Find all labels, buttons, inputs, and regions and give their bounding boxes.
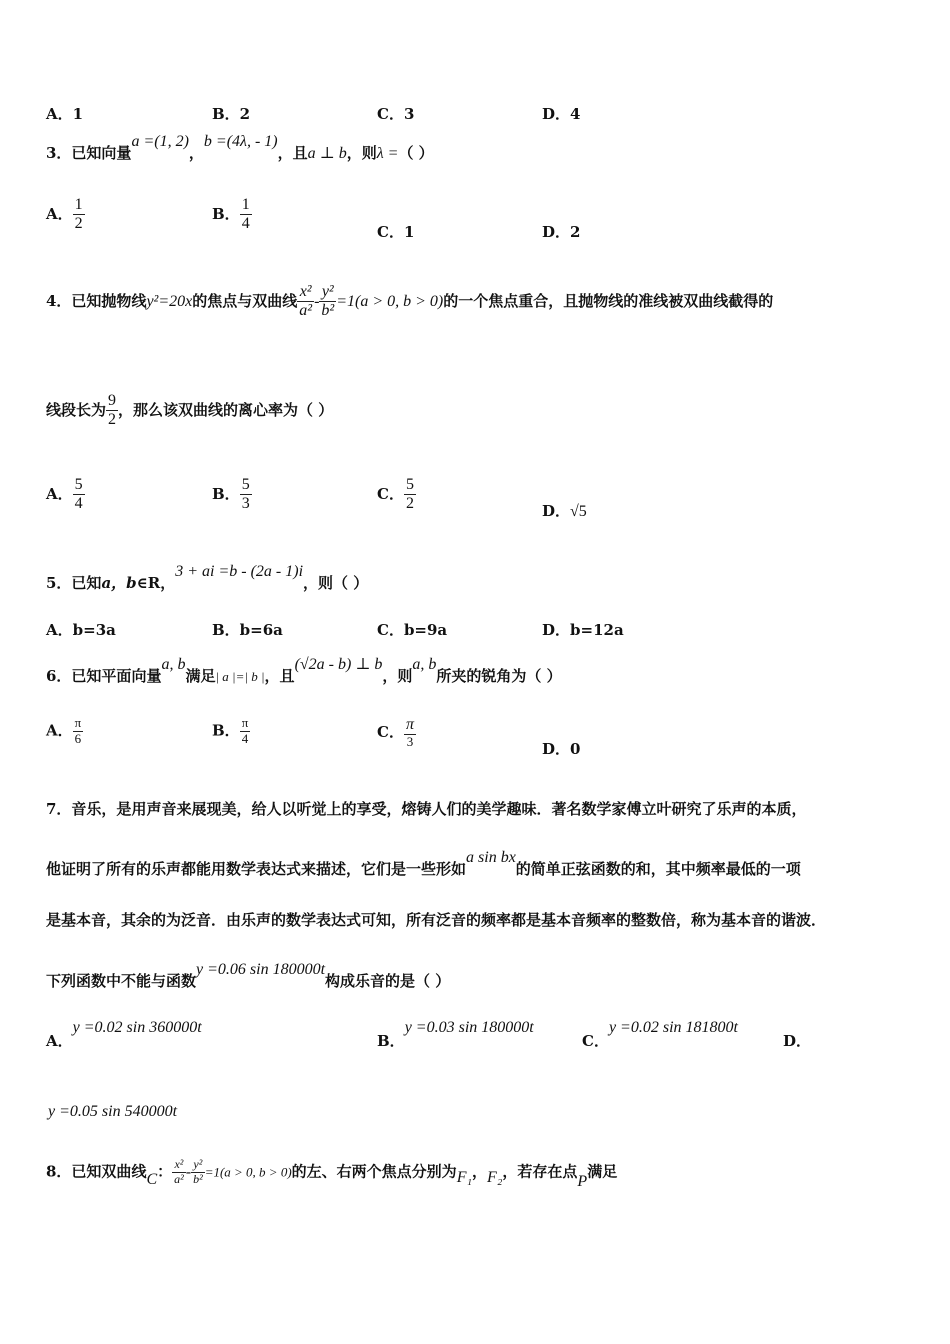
q6-prefix: 6．已知平面向量 <box>46 667 162 685</box>
q6-option-c-fraction <box>404 716 416 750</box>
q5-prefix: 5．已知 <box>46 574 102 592</box>
q7-option-b-label: B． <box>377 1032 405 1050</box>
q5-in-r: ∈R， <box>136 574 176 592</box>
q4-option-d-label: D． <box>542 502 571 520</box>
q5-tail: ，则（ ） <box>303 574 369 592</box>
numerator: 5 <box>73 476 85 495</box>
q4-option-a <box>46 476 85 514</box>
denominator: b² <box>321 302 335 320</box>
numerator: y² <box>191 1158 205 1173</box>
q6-option-b-label: B． <box>212 721 240 740</box>
q4-prefix: 4．已知抛物线 <box>46 291 147 310</box>
q3-paren: （ ） <box>398 144 434 162</box>
q5-option-d: D．b=12a <box>542 621 624 639</box>
q6-condition-2: (√2a - b) ⊥ b <box>294 656 383 673</box>
q6-option-a-fraction <box>73 716 84 747</box>
q4-line2-prefix: 线段长为 <box>46 400 107 419</box>
q3-option-c: C．1 <box>377 223 415 241</box>
q8-focus-f2: F₂ <box>487 1169 503 1187</box>
q3-perpendicular: a ⊥ b <box>307 145 347 162</box>
q3-option-a-fraction <box>73 196 85 234</box>
numerator: 5 <box>240 476 252 495</box>
denominator: 4 <box>241 730 249 746</box>
q8-colon: ： <box>157 1162 173 1181</box>
denominator: 4 <box>74 495 83 513</box>
q8-tail: 满足 <box>587 1162 618 1181</box>
q4-hyperbola-y-term <box>319 283 336 321</box>
numerator: x² <box>297 283 314 302</box>
q7-option-c-label: C． <box>582 1032 609 1050</box>
q6-vectors: a, b <box>161 656 186 673</box>
q7-option-d-function: y =0.05 sin 540000t <box>48 1103 178 1120</box>
q4-option-b-label: B． <box>212 484 240 503</box>
q3-option-b-fraction <box>240 196 252 234</box>
q5-equation: 3 + ai =b - (2a - 1)i <box>175 563 304 580</box>
q4-option-b-fraction <box>240 476 252 514</box>
denominator: a² <box>299 302 313 320</box>
q6-option-d: D．0 <box>542 740 581 758</box>
q7-option-b-expr: y =0.03 sin 180000t <box>404 1019 534 1036</box>
numerator: 1 <box>240 196 252 215</box>
q2-option-c: C．3 <box>377 105 415 123</box>
q4-mid: 的焦点与双曲线 <box>192 291 298 310</box>
denominator: 4 <box>241 215 250 233</box>
numerator: π <box>404 716 416 735</box>
q7-option-d-label: D． <box>783 1032 812 1050</box>
q6-vectors-2: a, b <box>412 656 437 673</box>
q2-option-d: D．4 <box>542 105 581 123</box>
question-7-line-1: 7．音乐，是用声音来展现美，给人以听觉上的享受，熔铸人们的美学趣味．著名数学家傅立叶研究了乐声的本质， <box>46 800 807 818</box>
question-7-line-3: 是基本音，其余的为泛音．由乐声的数学表达式可知，所有泛音的频率都是基本音频率的整数倍，称为基本音的谐波． <box>46 911 827 929</box>
q7-option-d-expr <box>48 1102 177 1121</box>
q7-option-a <box>46 1016 202 1050</box>
q4-option-c-label: C． <box>377 484 404 503</box>
denominator: 2 <box>108 411 117 429</box>
q5-option-c: C．b=9a <box>377 621 448 639</box>
q3-then: ，则 <box>346 144 377 162</box>
question-7-line-4 <box>46 961 451 991</box>
q8-focus-f1: F₁ <box>456 1169 473 1187</box>
q8-point-p: P <box>577 1173 588 1191</box>
q6-option-b-fraction <box>240 716 251 747</box>
q6-option-b <box>212 716 250 747</box>
numerator: 9 <box>106 392 118 411</box>
q7-option-a-label: A． <box>46 1032 73 1050</box>
q5-vars: a，b <box>101 574 137 592</box>
numerator: x² <box>172 1158 186 1173</box>
question-4-line-1 <box>46 283 773 321</box>
q7-base-function: y =0.06 sin 180000t <box>196 961 326 978</box>
q8-mid2: ，若存在点 <box>502 1162 578 1181</box>
q4-option-a-label: A． <box>46 484 73 503</box>
question-5 <box>46 563 369 593</box>
q6-then: ，则 <box>382 667 413 685</box>
q4-option-d-sqrt: √5 <box>570 503 587 520</box>
denominator: 3 <box>406 734 414 750</box>
q8-comma: ， <box>472 1162 488 1181</box>
q3-mid: ，且 <box>277 144 308 162</box>
q6-option-a-label: A． <box>46 721 73 740</box>
q3-option-b-label: B． <box>212 204 240 223</box>
question-3 <box>46 133 434 163</box>
q4-tail: 的一个焦点重合，且抛物线的准线被双曲线截得的 <box>443 291 774 310</box>
q7-option-a-expr: y =0.02 sin 360000t <box>72 1019 202 1036</box>
q7-option-c-expr: y =0.02 sin 181800t <box>608 1019 738 1036</box>
q3-vector-a: a =(1, 2) <box>131 133 189 150</box>
q4-option-a-fraction <box>73 476 85 514</box>
q7-line2-prefix: 他证明了所有的乐声都能用数学表达式来描述，它们是一些形如 <box>46 860 467 878</box>
q3-option-a <box>46 196 85 234</box>
q8-curve-c: C <box>146 1171 158 1189</box>
q6-condition-1: | a |=| b | <box>215 669 265 684</box>
q3-option-a-label: A． <box>46 204 73 223</box>
q7-line2-tail: 的简单正弦函数的和，其中频率最低的一项 <box>515 860 801 878</box>
q2-option-a: A．1 <box>46 105 84 123</box>
q4-line2-tail: ，那么该双曲线的离心率为（ ） <box>118 400 334 419</box>
question-6 <box>46 656 562 686</box>
q4-option-c-fraction <box>404 476 416 514</box>
q7-option-b <box>377 1016 534 1050</box>
denominator: 6 <box>74 730 82 746</box>
question-7-line-2 <box>46 849 801 879</box>
q6-option-c-label: C． <box>377 723 404 742</box>
q3-lambda: λ = <box>376 145 399 162</box>
q8-y-term <box>191 1158 205 1187</box>
q2-option-b: B．2 <box>212 105 251 123</box>
q6-tail: 所夹的锐角为（ ） <box>436 667 562 685</box>
q5-option-b: B．b=6a <box>212 621 283 639</box>
q7-line4-tail: 构成乐音的是（ ） <box>325 972 451 990</box>
q4-minus: - <box>314 292 320 310</box>
q8-x-term <box>172 1158 186 1187</box>
q6-option-c <box>377 716 416 750</box>
q6-option-a <box>46 716 83 747</box>
denominator: a² <box>174 1171 184 1186</box>
q4-hyperbola-x-term <box>297 283 314 321</box>
q8-mid: 的左、右两个焦点分别为 <box>291 1162 457 1181</box>
q8-minus: - <box>185 1163 192 1181</box>
q8-prefix: 8．已知双曲线 <box>46 1162 147 1181</box>
q4-parabola: y²=20x <box>146 292 193 310</box>
q3-option-d: D．2 <box>542 223 581 241</box>
q4-condition: =1(a > 0, b > 0) <box>336 292 444 310</box>
q7-option-c <box>582 1016 738 1050</box>
question-8 <box>46 1157 618 1191</box>
q4-option-b <box>212 476 252 514</box>
q3-option-b <box>212 196 252 234</box>
denominator: 3 <box>241 495 250 513</box>
numerator: 1 <box>73 196 85 215</box>
denominator: 2 <box>74 215 83 233</box>
q3-comma: ， <box>188 144 204 162</box>
numerator: π <box>241 715 249 730</box>
q6-mid: ，且 <box>264 667 295 685</box>
q4-option-c <box>377 476 416 514</box>
numerator: π <box>74 715 82 730</box>
question-4-line-2 <box>46 392 333 430</box>
q7-sine-form: a sin bx <box>466 849 516 866</box>
q4-segment-length <box>106 392 118 430</box>
q7-line4-prefix: 下列函数中不能与函数 <box>46 972 197 990</box>
denominator: b² <box>193 1171 203 1186</box>
q3-prefix: 3．已知向量 <box>46 144 132 162</box>
q3-vector-b: b =(4λ, - 1) <box>203 133 278 150</box>
denominator: 2 <box>405 495 414 513</box>
numerator: 5 <box>404 476 416 495</box>
numerator: y² <box>319 283 336 302</box>
q8-condition: =1(a > 0, b > 0) <box>204 1164 292 1180</box>
q4-option-d <box>542 500 587 521</box>
q6-satisfy: 满足 <box>185 667 216 685</box>
q5-option-a: A．b=3a <box>46 621 116 639</box>
